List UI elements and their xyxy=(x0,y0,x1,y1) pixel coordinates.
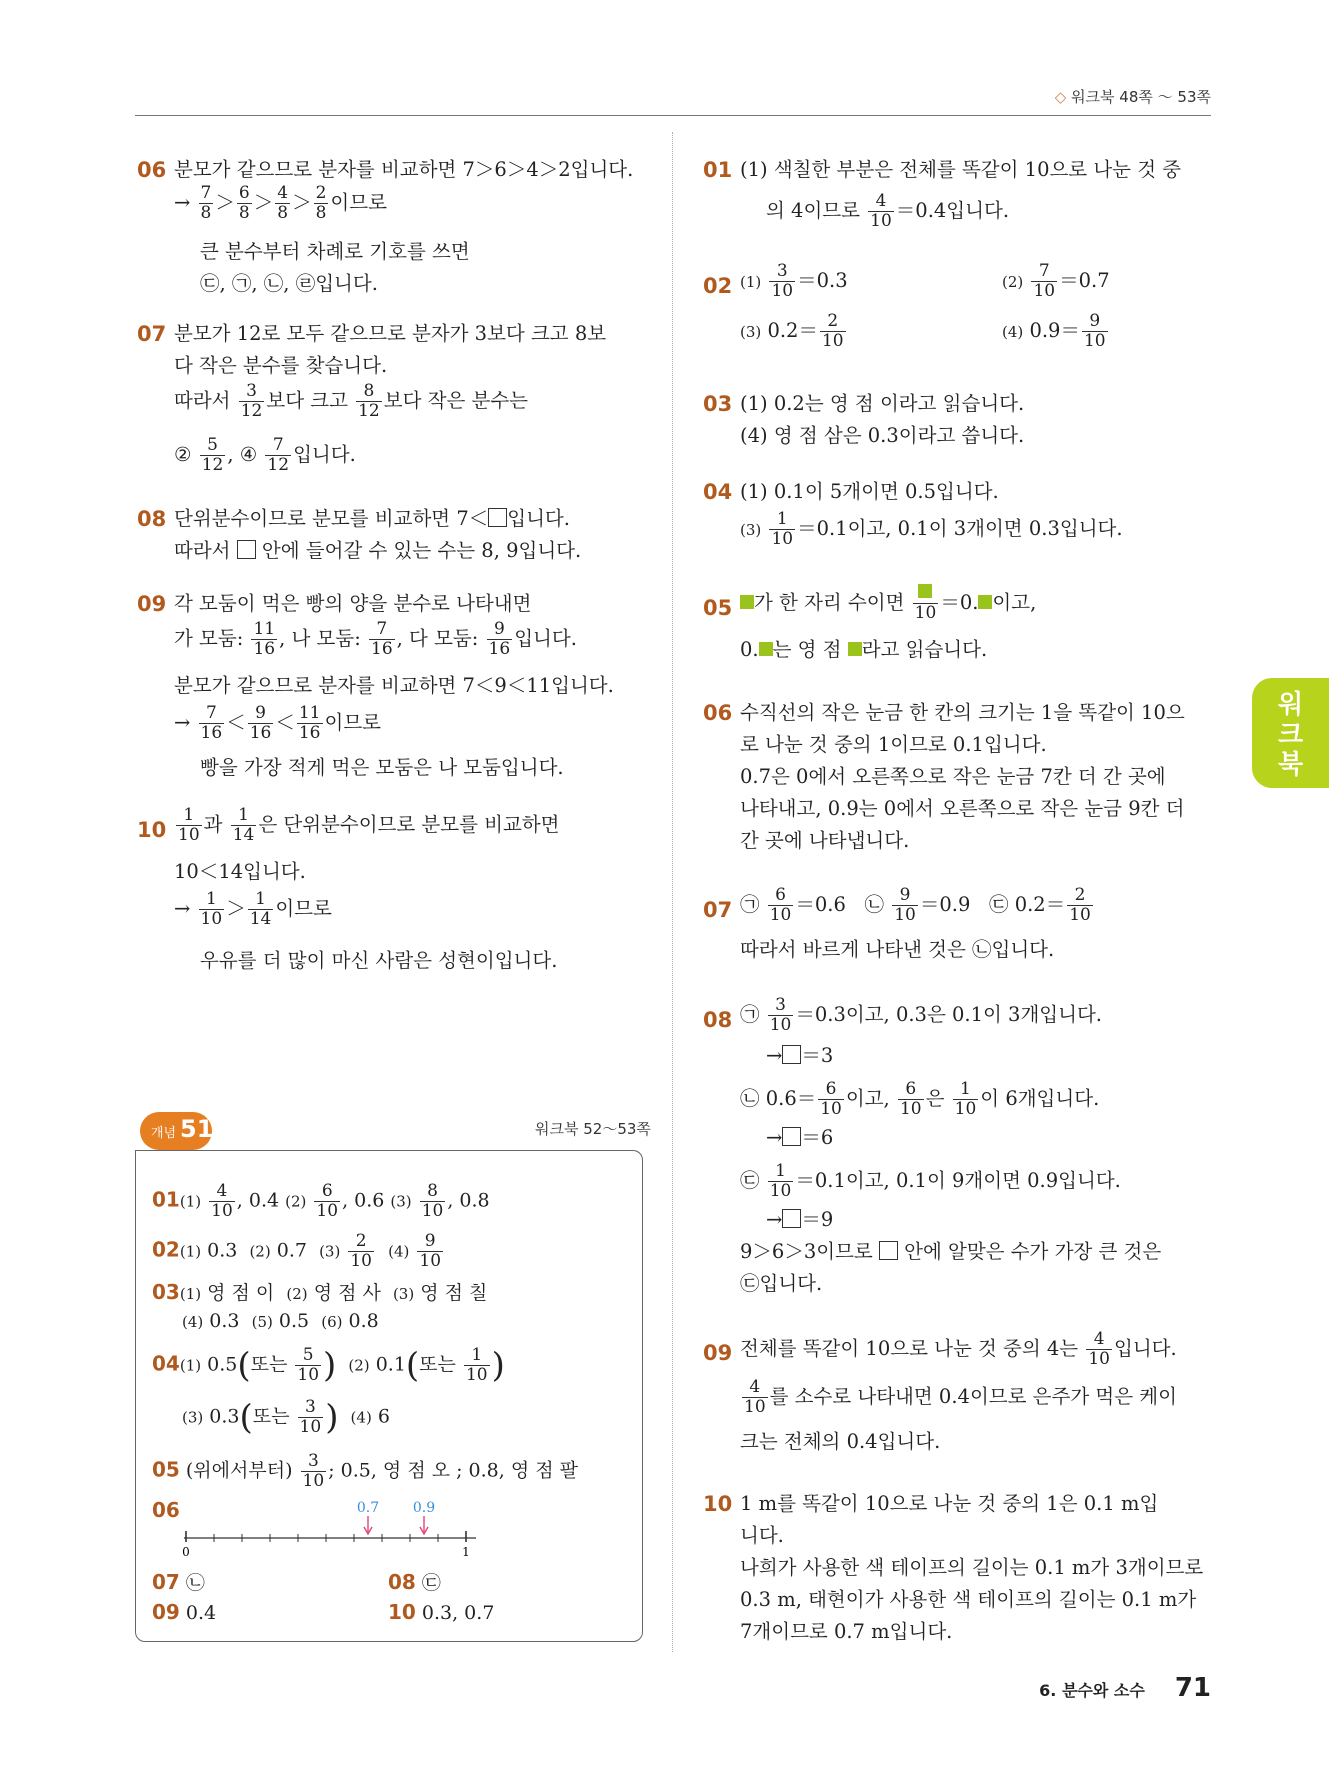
text-line: 10＜14입니다. xyxy=(174,860,306,883)
number-line-tick-1: 1 xyxy=(462,1545,470,1559)
answer-row: (3) 0.3(또는 $\frac{3}{10}$ ) (4) 6 xyxy=(182,1397,390,1438)
fraction: $\frac{9}{16}$ xyxy=(249,703,272,743)
fraction: $\frac{9}{16}$ xyxy=(488,619,511,659)
answer-row: 05 (위에서부터) $\frac{3}{10}$ ; 0.5, 영 점 오 ; 0.8, 영 점 팔 xyxy=(152,1451,578,1491)
question-number: 09 xyxy=(703,1341,733,1365)
text-line: (2) $\frac{7}{10}$ ＝0.7 xyxy=(1002,261,1110,301)
text-line: → ＝3 xyxy=(766,1044,834,1067)
text-line: → $\frac{7}{16}$ ＜ $\frac{9}{16}$ ＜ $\frac{11}{16}$ 이므로 xyxy=(174,703,382,743)
question-number: 04 xyxy=(703,480,733,504)
green-square-placeholder xyxy=(740,595,754,609)
fraction: $\frac{5}{12}$ xyxy=(201,435,224,475)
number-line xyxy=(170,1498,490,1560)
text-line: 가 모둠: $\frac{11}{16}$ , 나 모둠: $\frac{7}{16}$ , 다 모둠: $\frac{9}{16}$ 입니다. xyxy=(174,619,577,659)
text-line: 나타내고, 0.9는 0에서 오른쪽으로 작은 눈금 9칸 더 xyxy=(740,797,1185,820)
green-square-placeholder xyxy=(918,584,932,598)
answer-row: 10 0.3, 0.7 xyxy=(388,1600,495,1624)
fraction: $\frac{7}{12}$ xyxy=(267,435,290,475)
text-line: 우유를 더 많이 마신 사람은 성현이입니다. xyxy=(200,949,558,972)
answer-row: 07 ㉡ xyxy=(152,1570,205,1594)
text-line: 큰 분수부터 차례로 기호를 쓰면 xyxy=(200,240,470,263)
answer-row: (4) 0.3 (5) 0.5 (6) 0.8 xyxy=(182,1310,379,1332)
text-line: 0. 는 영 점 라고 읽습니다. xyxy=(740,638,988,661)
blank-box xyxy=(782,1209,801,1228)
question-number: 07 xyxy=(137,322,167,346)
answer-row: 03(1) 영 점 이 (2) 영 점 사 (3) 영 점 칠 xyxy=(152,1280,488,1304)
concept-badge: 개념 51 xyxy=(140,1112,212,1150)
fraction: $\frac{2}{8}$ xyxy=(315,183,327,223)
answer-row: 01(1) $\frac{4}{10}$ , 0.4 (2) $\frac{6}{10}$ , 0.6 (3) $\frac{8}{10}$ , 0.8 xyxy=(152,1181,490,1221)
text-line: 전체를 똑같이 10으로 나눈 것 중의 4는 $\frac{4}{10}$ 입니다. xyxy=(740,1329,1177,1369)
text-line: ㉢입니다. xyxy=(740,1272,823,1295)
text-line: 분모가 같으므로 분자를 비교하면 7＞6＞4＞2입니다. xyxy=(174,158,634,181)
blank-box xyxy=(879,1241,898,1260)
chapter-title: 6. 분수와 소수 xyxy=(1039,1681,1145,1700)
question-number: 07 xyxy=(703,898,733,922)
fraction: $\frac{7}{16}$ xyxy=(200,703,223,743)
page-number: 71 xyxy=(1174,1673,1211,1703)
answer-row: 09 0.4 xyxy=(152,1600,217,1624)
text-line: → $\frac{7}{8}$ ＞ $\frac{6}{8}$ ＞ $\frac{4}{8}$ ＞ $\frac{2}{8}$ 이므로 xyxy=(174,183,387,223)
text-line: (4) 영 점 삼은 0.3이라고 씁니다. xyxy=(740,424,1025,447)
text-line: ② $\frac{5}{12}$ , ④ $\frac{7}{12}$ 입니다. xyxy=(174,435,356,475)
question-number: 01 xyxy=(703,158,733,182)
fraction: $\frac{1}{14}$ xyxy=(232,805,255,845)
text-line: ㉡ 0.6＝ $\frac{6}{10}$ 이고, $\frac{6}{10}$ 은 $\frac{1}{10}$ 이 6개입니다. xyxy=(740,1079,1100,1119)
text-line: 각 모둠이 먹은 빵의 양을 분수로 나타내면 xyxy=(174,592,532,615)
number-line-label-0.9: 0.9 xyxy=(412,1500,436,1516)
concept-answers xyxy=(0,0,672,1660)
text-line: $\frac{4}{10}$ 를 소수로 나타내면 0.4이므로 은주가 먹은 케이 xyxy=(744,1377,1177,1417)
text-line: 따라서 안에 들어갈 수 있는 수는 8, 9입니다. xyxy=(174,539,582,562)
concept-workbook-reference: 워크북 52～53쪽 xyxy=(535,1120,651,1138)
number-line-tick-0: 0 xyxy=(182,1545,190,1559)
text-line: 나희가 사용한 색 테이프의 길이는 0.1 m가 3개이므로 xyxy=(740,1556,1204,1579)
green-square-placeholder xyxy=(759,642,773,656)
arrow-down-icon xyxy=(420,1516,428,1534)
text-line: (4) 0.9＝ $\frac{9}{10}$ xyxy=(1002,311,1106,351)
text-line: 니다. xyxy=(740,1524,784,1547)
text-line: ㉢, ㉠, ㉡, ㉣입니다. xyxy=(200,272,378,295)
text-line: 크는 전체의 0.4입니다. xyxy=(740,1430,941,1453)
blank-box xyxy=(782,1127,801,1146)
text-line: → ＝6 xyxy=(766,1126,834,1149)
fraction: $\frac{6}{8}$ xyxy=(238,183,250,223)
text-line: 간 곳에 나타냅니다. xyxy=(740,829,910,852)
number-line-label-0.7: 0.7 xyxy=(356,1500,380,1516)
question-number: 06 xyxy=(703,701,733,725)
question-number: 10 xyxy=(703,1492,733,1516)
question-number: 09 xyxy=(137,592,167,616)
fraction: $\frac{8}{12}$ xyxy=(358,381,380,421)
text-line: 로 나눈 것 중의 1이므로 0.1입니다. xyxy=(740,733,1047,756)
text-line: (3) 0.2＝ $\frac{2}{10}$ xyxy=(740,311,844,351)
text-line: 0.7은 0에서 오른쪽으로 작은 눈금 7칸 더 간 곳에 xyxy=(740,765,1166,788)
page-footer xyxy=(1039,1673,1211,1703)
fraction: $\frac{7}{8}$ xyxy=(200,183,212,223)
workbook-page-reference: ◇ 워크북 48쪽 ～ 53쪽 xyxy=(1054,88,1211,106)
text-line: 가 한 자리 수이면 10 ＝0. 이고, xyxy=(740,584,1036,623)
text-line: 1 m를 똑같이 10으로 나눈 것 중의 1은 0.1 m입 xyxy=(740,1492,1159,1515)
text-line: 다 작은 분수를 찾습니다. xyxy=(174,354,388,377)
question-number: 08 xyxy=(137,507,167,531)
question-number: 10 xyxy=(137,818,167,842)
question-number: 02 xyxy=(703,274,733,298)
answer-row: 08 ㉢ xyxy=(388,1570,441,1594)
green-square-placeholder xyxy=(978,595,992,609)
text-line: 7개이므로 0.7 m입니다. xyxy=(740,1620,953,1643)
text-line: ㉠ $\frac{3}{10}$ ＝0.3이고, 0.3은 0.1이 3개입니다. xyxy=(740,995,1102,1035)
text-line: 수직선의 작은 눈금 한 칸의 크기는 1을 똑같이 10으 xyxy=(740,701,1185,724)
fraction: $\frac{11}{16}$ xyxy=(298,703,321,743)
text-line: ㉢ $\frac{1}{10}$ ＝0.1이고, 0.1이 9개이면 0.9입니다. xyxy=(740,1161,1121,1201)
text-line: → ＝9 xyxy=(766,1208,834,1231)
text-line: 빵을 가장 적게 먹은 모둠은 나 모둠입니다. xyxy=(200,756,564,779)
side-tab-label: 워 크 북 xyxy=(1277,690,1304,780)
question-number: 03 xyxy=(703,392,733,416)
right-column xyxy=(672,0,1329,1660)
answer-row: 02(1) 0.3 (2) 0.7 (3) $\frac{2}{10}$ (4) $\frac{9}{10}$ xyxy=(152,1231,442,1271)
fraction: $\frac{1}{10}$ xyxy=(200,889,223,929)
green-square-placeholder xyxy=(848,642,862,656)
text-line: 단위분수이므로 분모를 비교하면 7＜ 입니다. xyxy=(174,507,570,530)
question-number: 08 xyxy=(703,1008,733,1032)
text-line: (3) $\frac{1}{10}$ ＝0.1이고, 0.1이 3개이면 0.3입니다. xyxy=(740,509,1123,549)
text-line: (1) 0.1이 5개이면 0.5입니다. xyxy=(740,480,999,503)
text-line: (1) 0.2는 영 점 이라고 읽습니다. xyxy=(740,392,1025,415)
fraction: $\frac{1}{14}$ xyxy=(249,889,272,929)
fraction: $\frac{4}{8}$ xyxy=(277,183,289,223)
text-line: 의 4이므로 $\frac{4}{10}$ ＝0.4입니다. xyxy=(766,191,1010,231)
text-line: (1) 색칠한 부분은 전체를 똑같이 10으로 나눈 것 중 xyxy=(740,158,1182,181)
arrow-down-icon xyxy=(364,1516,372,1534)
text-line: 따라서 $\frac{3}{12}$ 보다 크고 $\frac{8}{12}$ 보다 작은 분수는 xyxy=(174,381,529,421)
text-line: → $\frac{1}{10}$ ＞ $\frac{1}{14}$ 이므로 xyxy=(174,889,332,929)
text-line: 9＞6＞3이므로 안에 알맞은 수가 가장 큰 것은 xyxy=(740,1240,1162,1263)
blank-box xyxy=(782,1045,801,1064)
answer-row: 06 xyxy=(152,1498,180,1522)
text-line: 따라서 바르게 나타낸 것은 ㉡입니다. xyxy=(740,938,1055,961)
fraction: $\frac{3}{12}$ xyxy=(240,381,263,421)
fraction: $\frac{1}{10}$ xyxy=(178,805,200,845)
text-line: 분모가 12로 모두 같으므로 분자가 3보다 크고 8보 xyxy=(174,322,607,345)
fraction: $\frac{7}{16}$ xyxy=(371,619,393,659)
question-number: 05 xyxy=(703,596,733,620)
text-line: ㉠ $\frac{6}{10}$ ＝0.6 ㉡ $\frac{9}{10}$ ＝0.9 ㉢ 0.2＝ $\frac{2}{10}$ xyxy=(740,885,1091,925)
fraction: $\frac{11}{16}$ xyxy=(253,619,276,659)
text-line: 분모가 같으므로 분자를 비교하면 7＜9＜11입니다. xyxy=(174,674,614,697)
text-line: 0.3 m, 태현이가 사용한 색 테이프의 길이는 0.1 m가 xyxy=(740,1588,1197,1611)
answer-row: 04(1) 0.5(또는 $\frac{5}{10}$ ) (2) 0.1(또는 $\frac{1}{10}$ ) xyxy=(152,1345,505,1386)
workbook-side-tab[interactable] xyxy=(1252,678,1329,788)
question-number: 06 xyxy=(137,158,167,182)
text-line: $\frac{1}{10}$ 과 $\frac{1}{14}$ 은 단위분수이므로 분모를 비교하면 xyxy=(178,805,560,845)
text-line: (1) $\frac{3}{10}$ ＝0.3 xyxy=(740,261,848,301)
